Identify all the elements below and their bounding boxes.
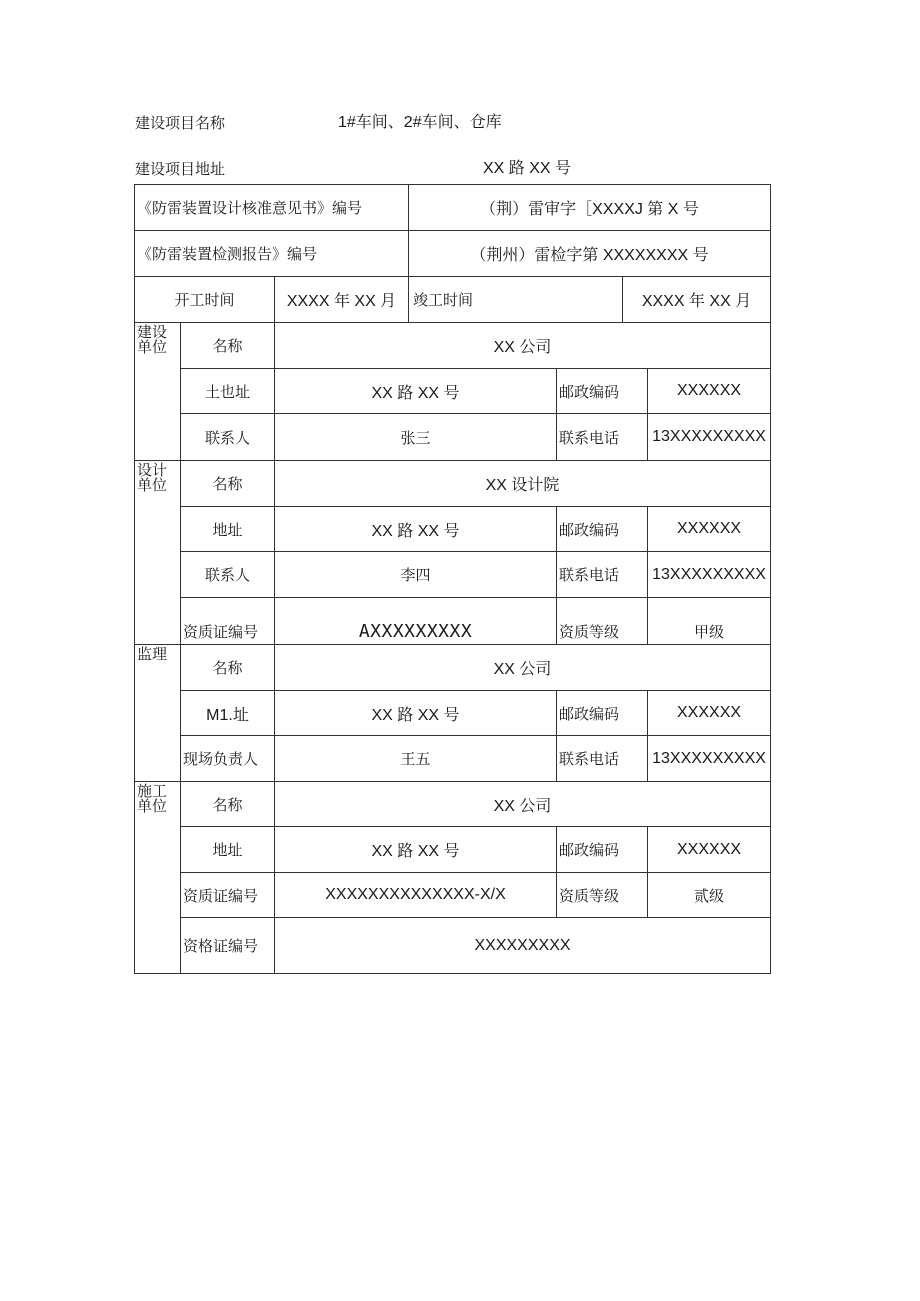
project-address-line — [0, 159, 920, 181]
supervisor-phone-value: 13XXXXXXXXX — [648, 736, 771, 782]
supervisor-phone-label: 联系电话 — [557, 736, 648, 782]
project-info-table — [134, 184, 771, 974]
owner-address-value: XX 路 XX 号 — [275, 369, 557, 414]
designer-postcode-value: XXXXXX — [648, 507, 771, 552]
supervisor-name-label: 名称 — [181, 645, 275, 691]
designer-name-label: 名称 — [181, 461, 275, 507]
supervisor-address-value: XX 路 XX 号 — [275, 691, 557, 736]
designer-postcode-label: 邮政编码 — [557, 507, 648, 552]
end-time-label: 竣工时间 — [409, 277, 623, 323]
owner-postcode-value: XXXXXX — [648, 369, 771, 414]
contractor-qualification-value: XXXXXXXXX — [275, 918, 771, 974]
contractor-cert-label: 资质证编号 — [181, 873, 275, 918]
project-name-label: 建设项目名称 — [135, 114, 226, 132]
designer-phone-value: 13XXXXXXXXX — [648, 552, 771, 598]
supervisor-name-value: XX 公司 — [275, 645, 771, 691]
owner-contact-label: 联系人 — [181, 414, 275, 461]
design-approval-label: 《防雷装置设计核准意见书》编号 — [135, 185, 409, 231]
designer-address-label: 地址 — [181, 507, 275, 552]
start-time-value: XXXX 年 XX 月 — [275, 277, 409, 323]
contractor-postcode-label: 邮政编码 — [557, 827, 648, 873]
owner-phone-value: 13XXXXXXXXX — [648, 414, 771, 461]
designer-contact-label: 联系人 — [181, 552, 275, 598]
contractor-grade-label: 资质等级 — [557, 873, 648, 918]
contractor-postcode-value: XXXXXX — [648, 827, 771, 873]
supervisor-address-label: M1.址 — [181, 691, 275, 736]
owner-postcode-label: 邮政编码 — [557, 369, 648, 414]
supervisor-postcode-value: XXXXXX — [648, 691, 771, 736]
inspection-report-label: 《防雷装置检测报告》编号 — [135, 231, 409, 277]
project-address-label: 建设项目地址 — [135, 160, 226, 178]
inspection-report-value: （荆州）雷检字第 XXXXXXXX 号 — [409, 231, 771, 277]
supervisor-group-label: 监理 — [135, 645, 181, 782]
project-name-line — [0, 113, 920, 135]
project-address-value: XX 路 XX 号 — [483, 160, 572, 177]
owner-group-label: 建设单位 — [135, 323, 181, 461]
designer-name-value: XX 设计院 — [275, 461, 771, 507]
contractor-cert-value: XXXXXXXXXXXXXX-X/X — [275, 873, 557, 918]
owner-contact-value: 张三 — [275, 414, 557, 461]
supervisor-contact-label: 现场负责人 — [181, 736, 275, 782]
owner-name-label: 名称 — [181, 323, 275, 369]
contractor-grade-value: 贰级 — [648, 873, 771, 918]
designer-group-label: 设计单位 — [135, 461, 181, 645]
design-approval-value: （荆）雷审字［XXXXJ 第 X 号 — [409, 185, 771, 231]
contractor-name-value: XX 公司 — [275, 782, 771, 827]
contractor-name-label: 名称 — [181, 782, 275, 827]
designer-grade-label: 资质等级 — [557, 598, 648, 645]
supervisor-contact-value: 王五 — [275, 736, 557, 782]
contractor-group-label: 施工单位 — [135, 782, 181, 974]
designer-cert-label: 资质证编号 — [181, 598, 275, 645]
designer-address-value: XX 路 XX 号 — [275, 507, 557, 552]
contractor-qualification-label: 资格证编号 — [181, 918, 275, 974]
designer-cert-value: AXXXXXXXXX — [275, 598, 557, 645]
owner-name-value: XX 公司 — [275, 323, 771, 369]
owner-address-label: 土也址 — [181, 369, 275, 414]
contractor-address-value: XX 路 XX 号 — [275, 827, 557, 873]
contractor-address-label: 地址 — [181, 827, 275, 873]
designer-contact-value: 李四 — [275, 552, 557, 598]
owner-phone-label: 联系电话 — [557, 414, 648, 461]
designer-phone-label: 联系电话 — [557, 552, 648, 598]
project-name-value: 1#车间、2#车间、仓库 — [338, 114, 502, 131]
designer-grade-value: 甲级 — [648, 598, 771, 645]
supervisor-postcode-label: 邮政编码 — [557, 691, 648, 736]
start-time-label: 开工时间 — [135, 277, 275, 323]
end-time-value: XXXX 年 XX 月 — [623, 277, 771, 323]
